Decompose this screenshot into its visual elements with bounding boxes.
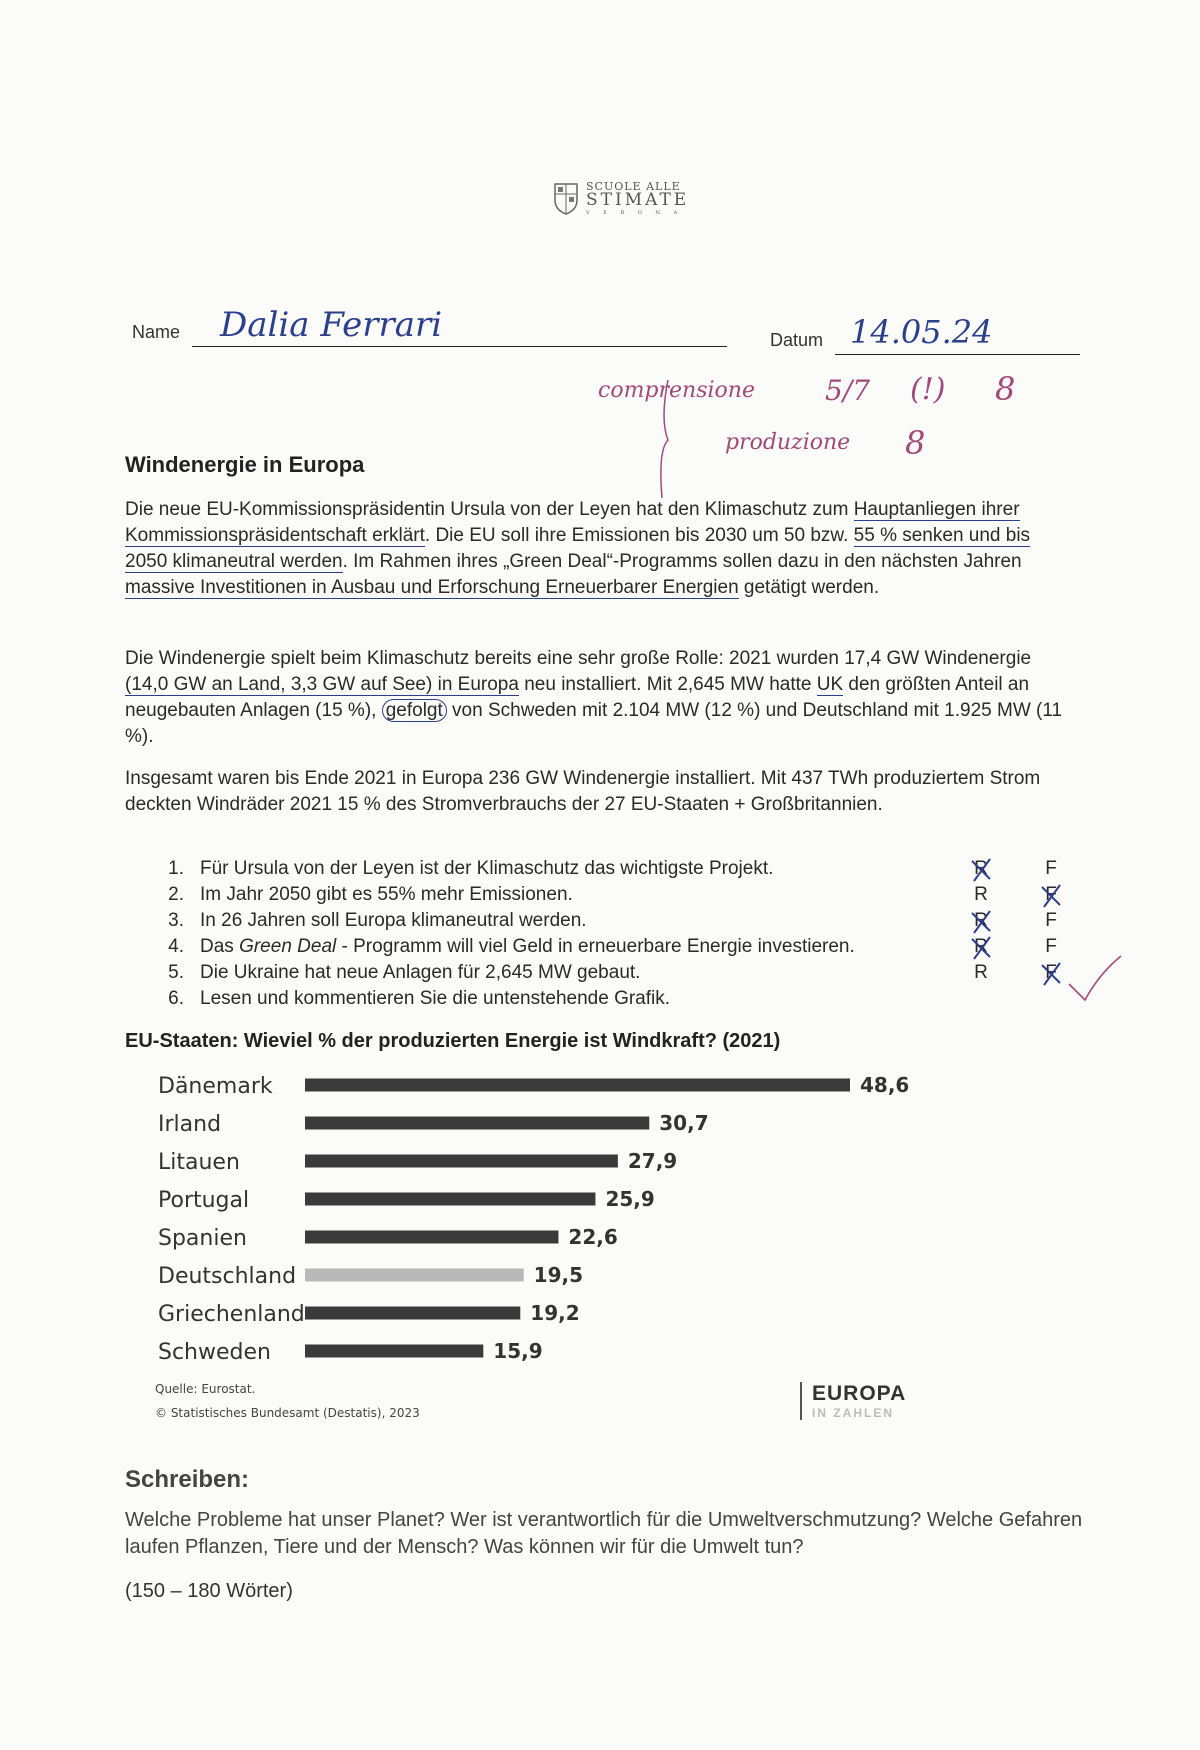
bar bbox=[305, 1269, 524, 1282]
word-count: (150 – 180 Wörter) bbox=[125, 1580, 293, 1602]
option-r-label: R bbox=[974, 858, 988, 879]
brand-line2: IN ZAHLEN bbox=[812, 1406, 894, 1420]
grade-comprensione-grade: 8 bbox=[995, 370, 1016, 408]
grade-produzione-grade: 8 bbox=[905, 424, 926, 462]
europa-in-zahlen-logo bbox=[800, 1382, 906, 1420]
p2-text-e: den größten Anteil an neugebauten Anlagen (15 %), bbox=[125, 674, 1030, 721]
article-paragraph-3: Insgesamt waren bis Ende 2021 in Europa 236 GW Windenergie installiert. Mit 437 TWh produziertem Strom deckten Windräder 2021 15 % des Stromverbrauchs der 27 EU-Staaten + Großbritannien. bbox=[125, 768, 1041, 815]
category-label: Griechenland bbox=[158, 1302, 305, 1327]
question-text: Im Jahr 2050 gibt es 55% mehr Emissionen. bbox=[200, 884, 573, 905]
brand-line1: EUROPA bbox=[812, 1382, 907, 1405]
chart-title: EU-Staaten: Wieviel % der produzierten Energie ist Windkraft? (2021) bbox=[125, 1030, 781, 1052]
date-label: Datum bbox=[770, 330, 824, 350]
p2-text-g: von Schweden mit 2.104 MW (12 %) und Deutschland mit 1.925 MW (11 %). bbox=[125, 700, 1063, 747]
question-number: 6. bbox=[168, 988, 184, 1009]
p1-text-a: Die neue EU-Kommissionspräsidentin Ursula von der Leyen hat den Klimaschutz zum bbox=[125, 499, 854, 520]
bar bbox=[305, 1155, 618, 1168]
option-r[interactable]: R bbox=[974, 884, 988, 905]
option-f[interactable]: F bbox=[1045, 936, 1057, 957]
value-label: 15,9 bbox=[493, 1339, 543, 1363]
p1-underline-2: 55 % senken und bis 2050 klimaneutral werden bbox=[125, 525, 1031, 572]
p2-text-c: neu installiert. Mit 2,645 MW hatte bbox=[518, 674, 817, 695]
grade-comprensione-label: comprensione bbox=[598, 378, 755, 403]
option-f[interactable]: F bbox=[1045, 858, 1057, 879]
p2-underline-1: (14,0 GW an Land, 3,3 GW auf See) in Europa bbox=[125, 674, 519, 695]
option-f[interactable]: F bbox=[1045, 910, 1057, 931]
bar bbox=[305, 1307, 520, 1320]
p2-underline-2: UK bbox=[816, 674, 844, 695]
grade-comprensione-score: 5/7 bbox=[825, 374, 871, 407]
bar bbox=[305, 1345, 483, 1358]
p1-underline-3: massive Investitionen in Ausbau und Erforschung Erneuerbarer Energien bbox=[125, 577, 739, 598]
grade-comprensione-mark: (!) bbox=[910, 372, 946, 407]
p1-text-g: getätigt werden. bbox=[738, 577, 880, 598]
logo-line1: SCUOLE ALLE bbox=[586, 179, 681, 193]
option-r-label: R bbox=[974, 936, 988, 957]
p1-text-e: . Im Rahmen ihres „Green Deal“-Programms sollen dazu in den nächsten Jahren bbox=[342, 551, 1022, 572]
grade-produzione-label: produzione bbox=[725, 430, 851, 455]
question-text: Für Ursula von der Leyen ist der Klimaschutz das wichtigste Projekt. bbox=[200, 858, 774, 879]
question-number: 4. bbox=[168, 936, 184, 957]
question-text: In 26 Jahren soll Europa klimaneutral werden. bbox=[200, 910, 587, 931]
name-label: Name bbox=[132, 322, 181, 342]
option-r[interactable]: R bbox=[974, 962, 988, 983]
bar bbox=[305, 1079, 850, 1092]
question-number: 5. bbox=[168, 962, 184, 983]
source-quelle: Quelle: Eurostat. bbox=[155, 1382, 256, 1396]
question-text-post: - Programm will viel Geld in erneuerbare Energie investieren. bbox=[336, 936, 855, 957]
question-text: Die Ukraine hat neue Anlagen für 2,645 MW gebaut. bbox=[200, 962, 641, 983]
writing-prompt: Welche Probleme hat unser Planet? Wer ist verantwortlich für die Umweltverschmutzung? Welche Gefahren laufen Pflanzen, Tiere und der Mensch? Was können wir für die Umwelt tun? bbox=[125, 1509, 1083, 1558]
option-f-label: F bbox=[1045, 884, 1057, 905]
bar bbox=[305, 1117, 649, 1130]
date-value[interactable]: 14.05.24 bbox=[850, 313, 993, 351]
category-label: Dänemark bbox=[158, 1074, 273, 1099]
question-text-em: Green Deal bbox=[239, 936, 337, 957]
category-label: Irland bbox=[158, 1112, 222, 1137]
article-title: Windenergie in Europa bbox=[125, 452, 365, 477]
p2-circled-word: gefolgt bbox=[382, 699, 447, 722]
bar bbox=[305, 1193, 595, 1206]
writing-heading: Schreiben: bbox=[125, 1466, 250, 1493]
question-text-pre: Das bbox=[200, 936, 240, 957]
option-f-label: F bbox=[1045, 962, 1057, 983]
name-value[interactable]: Dalia Ferrari bbox=[220, 305, 443, 345]
p1-text-c: . Die EU soll ihre Emissionen bis 2030 um 50 bzw. bbox=[424, 525, 854, 546]
p1-underline-1: Hauptanliegen ihrer Kommissionspräsidentschaft erklärt bbox=[125, 499, 1020, 546]
option-r-label: R bbox=[974, 910, 988, 931]
bar bbox=[305, 1231, 558, 1244]
category-label: Litauen bbox=[158, 1150, 240, 1175]
category-label: Spanien bbox=[158, 1226, 247, 1251]
category-label: Schweden bbox=[158, 1340, 271, 1365]
logo-line2: STIMATE bbox=[586, 189, 690, 210]
value-label: 48,6 bbox=[860, 1073, 910, 1097]
source-copyright: © Statistisches Bundesamt (Destatis), 2023 bbox=[155, 1406, 420, 1420]
category-label: Portugal bbox=[158, 1188, 250, 1213]
category-label: Deutschland bbox=[158, 1264, 297, 1289]
value-label: 25,9 bbox=[605, 1187, 655, 1211]
question-number: 2. bbox=[168, 884, 184, 905]
value-label: 30,7 bbox=[659, 1111, 709, 1135]
p2-text-a: Die Windenergie spielt beim Klimaschutz bereits eine sehr große Rolle: 2021 wurden 17,4 GW Windenergie bbox=[125, 648, 1032, 669]
value-label: 19,5 bbox=[533, 1263, 584, 1287]
value-label: 27,9 bbox=[627, 1149, 678, 1173]
question-number: 3. bbox=[168, 910, 184, 931]
value-label: 19,2 bbox=[530, 1301, 580, 1325]
value-label: 22,6 bbox=[568, 1225, 618, 1249]
question-number: 1. bbox=[168, 858, 184, 879]
question-text: Lesen und kommentieren Sie die untenstehende Grafik. bbox=[200, 988, 671, 1009]
logo-line3: V E R O N A bbox=[586, 209, 684, 216]
